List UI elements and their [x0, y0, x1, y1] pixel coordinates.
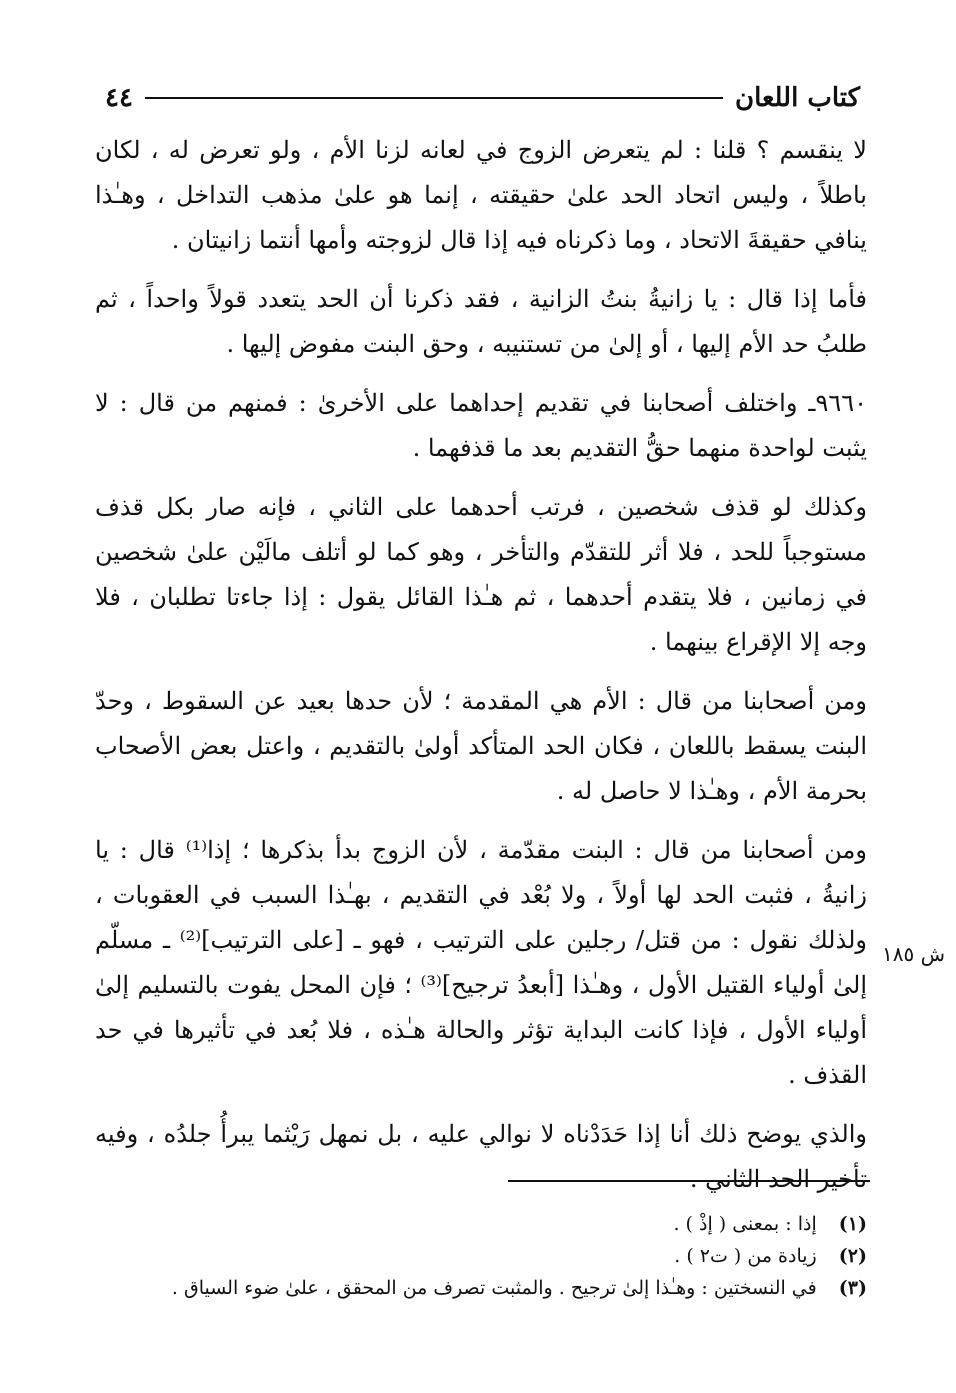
- page-number: ٤٤: [105, 83, 133, 113]
- footnote-number: (٢): [838, 1245, 867, 1267]
- paragraph: ومن أصحابنا من قال : الأم هي المقدمة ؛ لأن حدها بعيد عن السقوط ، وحدّ البنت يسقط باللعان ، فكان الحد المتأكد أولىٰ بالتقديم ، واعتل بعض الأصحاب بحرمة الأم ، وهـٰذا لا حاصل له .: [95, 687, 867, 805]
- paragraph: ومن أصحابنا من قال : البنت مقدّمة ، لأن الزوج بدأ بذكرها ؛ إذا⁽¹⁾ قال : يا زانيةُ ، فثبت الحد لها أولاً ، ولا بُعْد في التقديم ، بهـٰذا السبب في العقوبات ، ولذلك نقول : من قتل/ رجلين على الترتيب ، فهو ـ [على الترتيب]⁽²⁾ ـ مسلّم إلىٰ أولياء القتيل الأول ، وهـٰذا [أبعدُ ترجيح]⁽³⁾ ؛ فإن المحل يفوت بالتسليم إلىٰ أولياء الأول ، فإذا كانت البداية تؤثر والحالة هـٰذه ، فلا بُعد في تأثيرها في حد القذف .: [95, 836, 867, 1089]
- page-header: [95, 78, 860, 118]
- margin-folio-note: ش ١٨٥: [882, 942, 946, 966]
- footnote-number: (٣): [838, 1277, 867, 1299]
- paragraph: فأما إذا قال : يا زانيةُ بنتُ الزانية ، فقد ذكرنا أن الحد يتعدد قولاً واحداً ، ثم طلبُ حد الأم إليها ، أو إلىٰ من تستنيبه ، وحق البنت مفوض إليها .: [95, 285, 867, 358]
- footnote-text: في النسختين : وهـٰذا إلىٰ ترجيح . والمثبت تصرف من المحقق ، علىٰ ضوء السياق .: [171, 1277, 817, 1299]
- footnote-text: زيادة من ( ت٢ ) .: [674, 1245, 817, 1267]
- paragraph: لا ينقسم ؟ قلنا : لم يتعرض الزوج في لعانه لزنا الأم ، ولو تعرض له ، لكان باطلاً ، وليس اتحاد الحد علىٰ حقيقته ، إنما هو علىٰ مذهب التداخل ، وهـٰذا ينافي حقيقةَ الاتحاد ، وما ذكرناه فيه إذا قال لزوجته وأمها أنتما زانيتان .: [95, 136, 867, 254]
- paragraph: وكذلك لو قذف شخصين ، فرتب أحدهما على الثاني ، فإنه صار بكل قذف مستوجباً للحد ، فلا أثر للتقدّم والتأخر ، وهو كما لو أتلف مالَيْن علىٰ شخصين في زمانين ، فلا يتقدم أحدهما ، ثم هـٰذا القائل يقول : إذا جاءتا تطلبان ، فلا وجه إلا الإقراع بينهما .: [95, 493, 867, 656]
- header-rule: [145, 97, 723, 99]
- page-body: [95, 128, 867, 1216]
- page-title: كتاب اللعان: [735, 83, 860, 113]
- footnote-number: (١): [838, 1213, 867, 1235]
- footnote-divider: [508, 1180, 870, 1182]
- footnote: [95, 1240, 867, 1272]
- footnote-text: إذا : بمعنى ( إذْ ) .: [673, 1213, 817, 1235]
- paragraph: والذي يوضح ذلك أنا إذا حَدَدْناه لا نوالي عليه ، بل نمهل رَيْثما يبرأُ جلدُه ، وفيه تأخير الحد الثاني .: [95, 1120, 867, 1193]
- paragraph: ٩٦٦٠ـ واختلف أصحابنا في تقديم إحداهما على الأخرىٰ : فمنهم من قال : لا يثبت لواحدة منهما حقُّ التقديم بعد ما قذفهما .: [95, 389, 867, 462]
- footnote: [95, 1272, 867, 1304]
- footnote: [95, 1208, 867, 1240]
- footnotes: [95, 1208, 867, 1304]
